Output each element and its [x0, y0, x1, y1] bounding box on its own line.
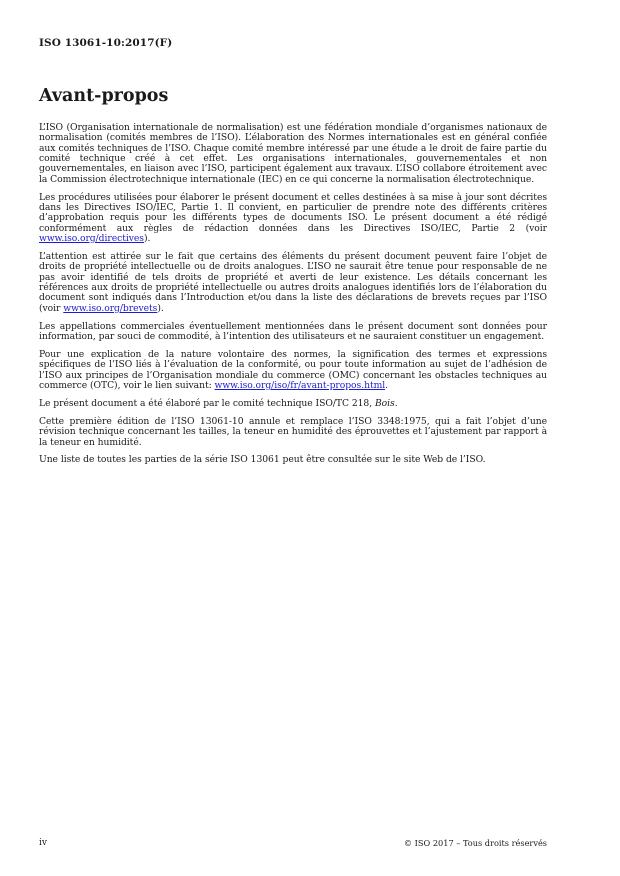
paragraph-iso-overview: L’ISO (Organisation internationale de normalisation) est une fédération mondiale d’organismes nationaux de normalisation (comités membres de l’ISO). L’élaboration des Normes internationales est en général confiée aux comités techniques de l’ISO. Chaque comité membre intéressé par une étude a le droit de faire partie du comité technique créé à cet effet. Les organisations internationales, gouvernementales et non gouvernementales, en liaison avec l’ISO, participent également aux travaux. L’ISO collabore étroitement avec la Commission électrotechnique internationale (IEC) en ce qui concerne la normalisation électrotechnique.	[39, 122, 547, 185]
paragraph-patents: L’attention est attirée sur le fait que certains des éléments du présent document peuvent faire l’objet de droits de propriété intellectuelle ou de droits analogues. L’ISO ne saurait être tenue pour responsable de ne pas avoir identifié de tels droits de propriété et averti de leur existence. Les détails concernant les références aux droits de propriété intellectuelle ou autres droits analogues identifiés lors de l’élaboration du document sont indiqués dans l’Introduction et/ou dans la liste des déclarations de brevets reçues par l’ISO (voir www.iso.org/brevets).	[39, 250, 547, 314]
paragraph-voluntary-nature: Pour une explication de la nature volontaire des normes, la signification des termes et expressions spécifiques de l’ISO liés à l’évaluation de la conformité, ou pour toute information au sujet de l’adhésion de l’ISO aux principes de l’Organisation mondiale du commerce (OMC) concernant les obstacles techniques au commerce (OTC), voir le lien suivant: www.iso.org/iso/fr/avant-propos.html.	[39, 348, 547, 391]
foreword-link[interactable]: www.iso.org/iso/fr/avant-propos.html	[214, 379, 386, 391]
document-header-id: ISO 13061-10:2017(F)	[39, 37, 173, 49]
paragraph-edition: Cette première édition de l’ISO 13061-10 annule et remplace l’ISO 3348:1975, qui a fait l’objet d’une révision technique concernant les tailles, la teneur en humidité des éprouvettes et l’ajustement par rapport à la teneur en humidité.	[39, 415, 547, 448]
directives-link[interactable]: www.iso.org/directives	[39, 233, 144, 245]
paragraph-procedures: Les procédures utilisées pour élaborer le présent document et celles destinées à sa mise à jour sont décrites dans les Directives ISO/IEC, Partie 1. Il convient, en particulier de prendre note des différents critères d’approbation requis pour les différents types de documents ISO. Le présent document a été rédigé conformément aux règles de rédaction données dans les Directives ISO/IEC, Partie 2 (voir www.iso.org/directives).	[39, 191, 547, 245]
paragraph-trade-names: Les appellations commerciales éventuellement mentionnées dans le présent document sont données pour information, par souci de commodité, à l’intention des utilisateurs et ne sauraient constituer un engagement.	[39, 320, 547, 342]
page-number: iv	[39, 838, 47, 848]
document-body	[39, 123, 547, 473]
copyright-notice: © ISO 2017 – Tous droits réservés	[403, 838, 547, 848]
patents-link[interactable]: www.iso.org/brevets	[63, 302, 158, 314]
page-title: Avant-propos	[39, 86, 169, 106]
paragraph-series-list: Une liste de toutes les parties de la série ISO 13061 peut être consultée sur le site Web de l’ISO.	[39, 454, 486, 466]
paragraph-committee: Le présent document a été élaboré par le comité technique ISO/TC 218, Bois.	[39, 397, 398, 409]
